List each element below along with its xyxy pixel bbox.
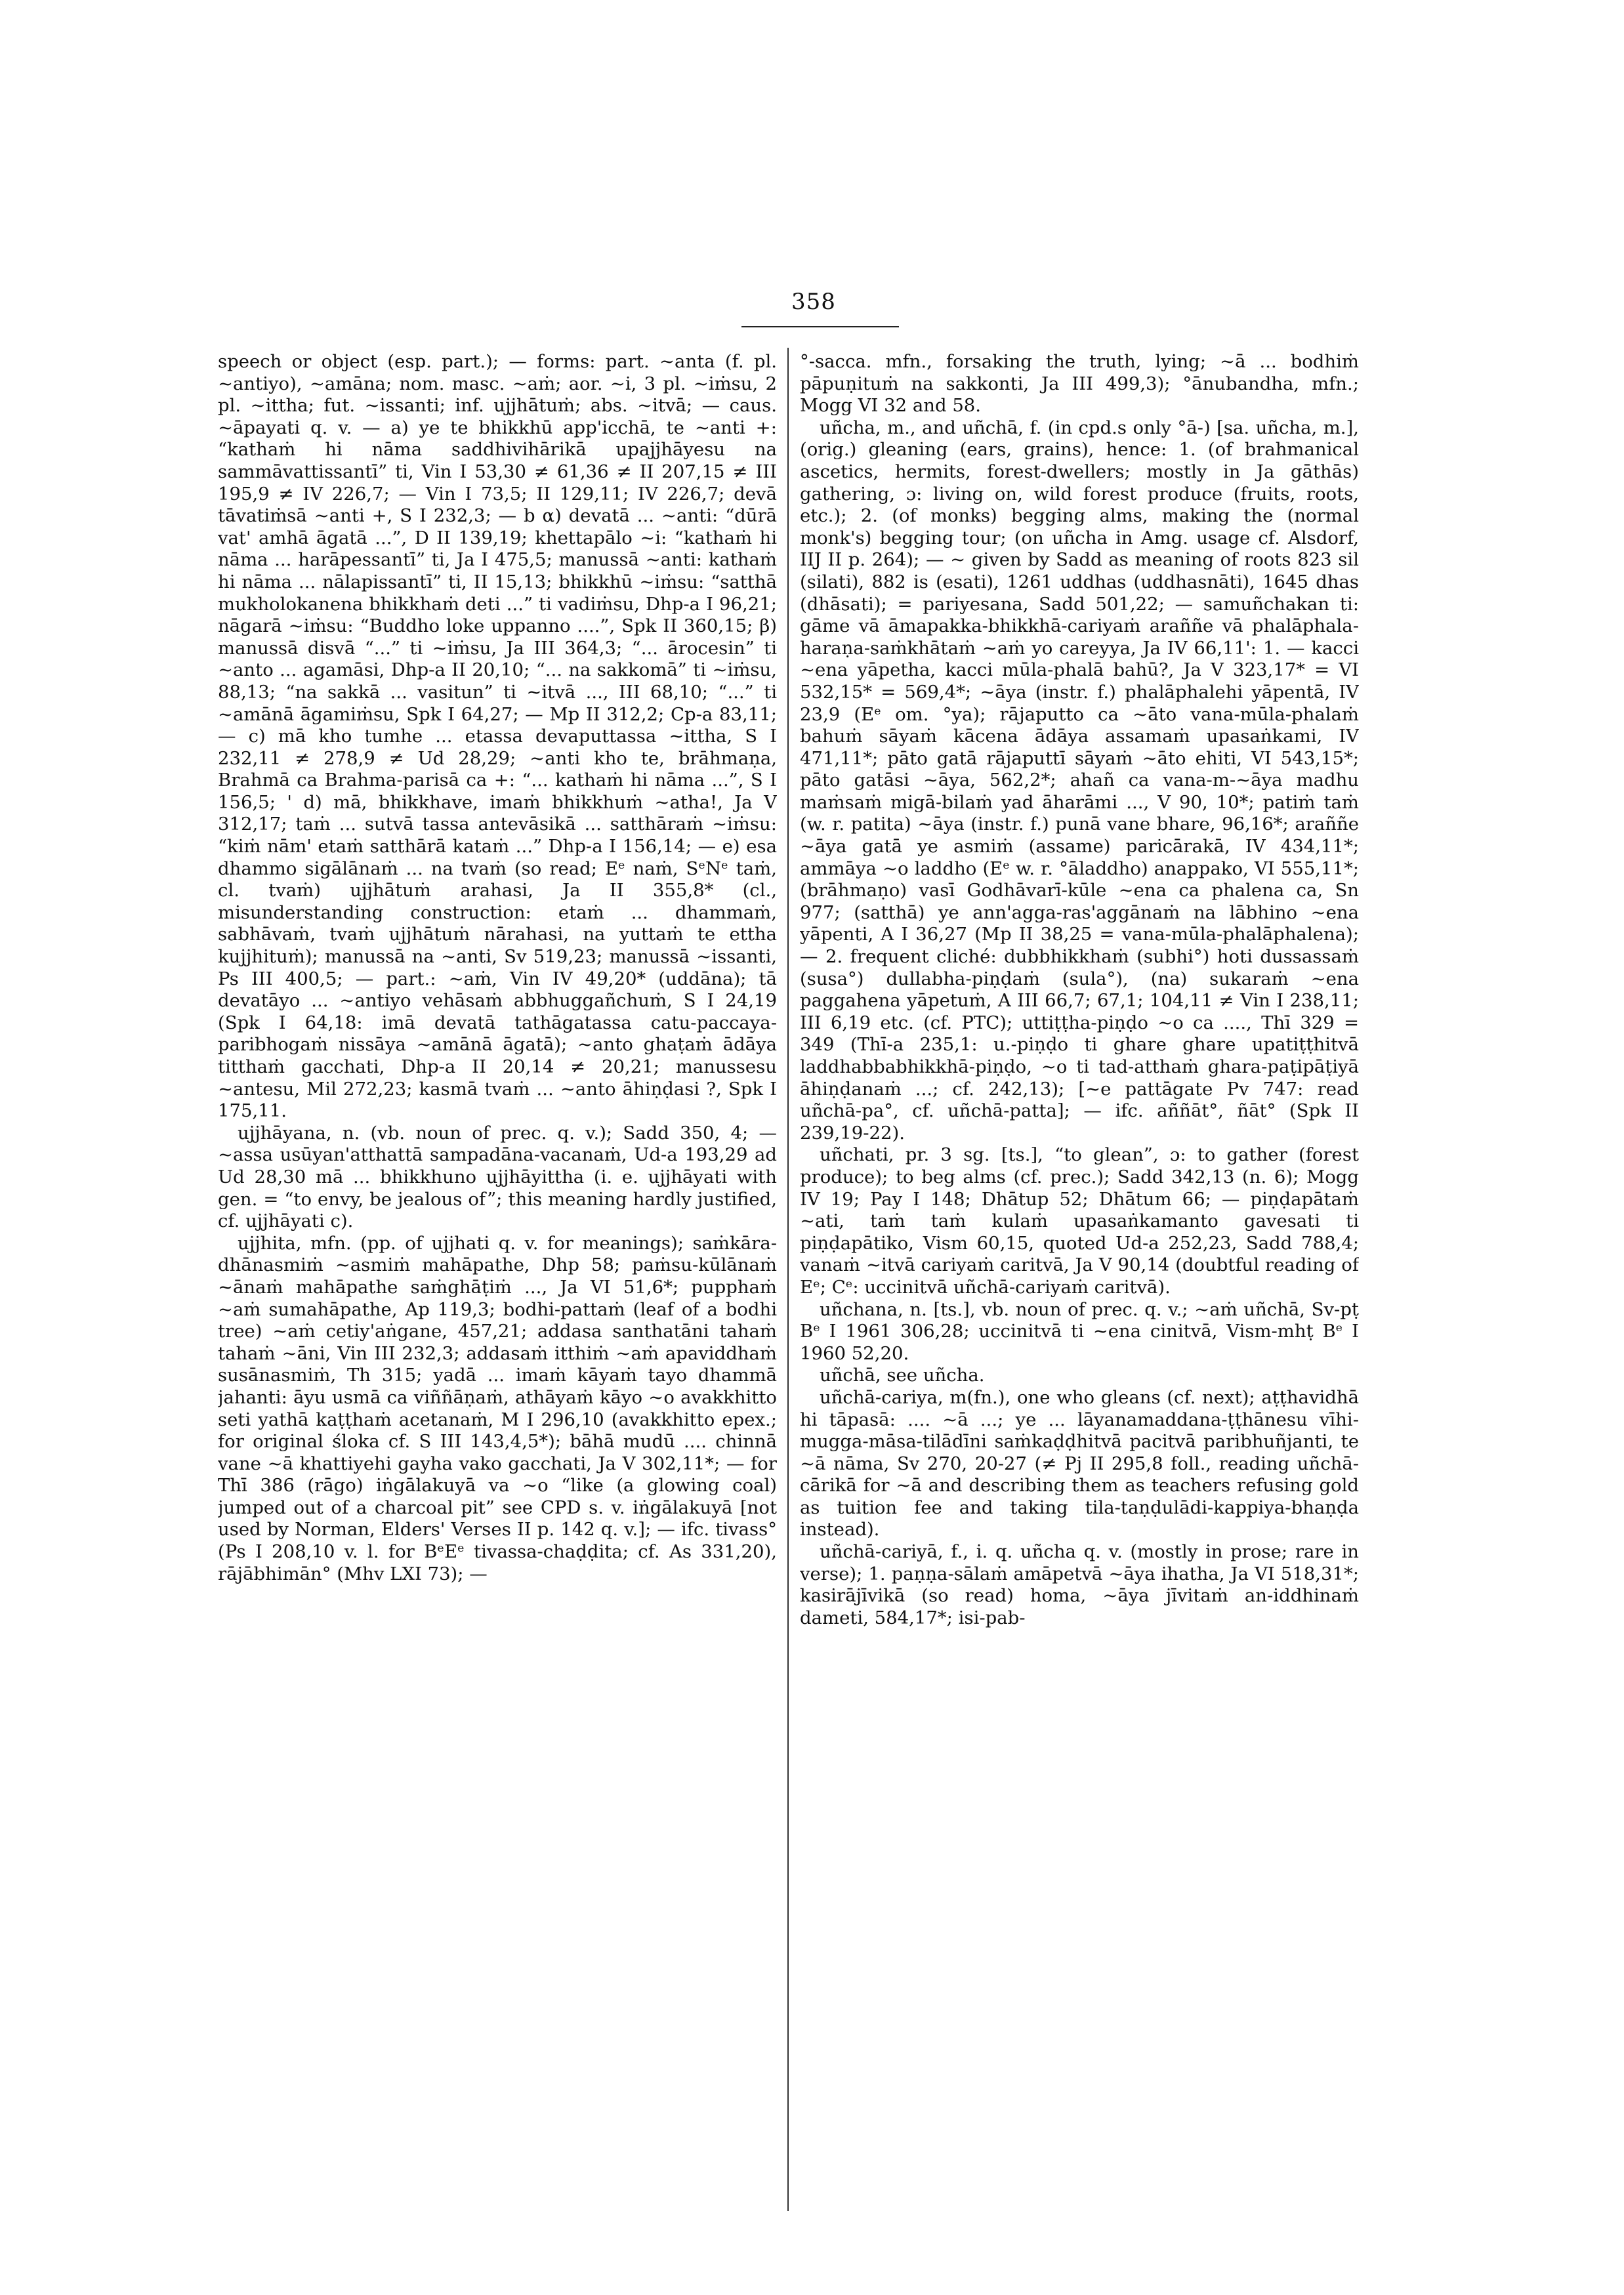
column-divider xyxy=(787,348,789,2211)
entry-text: °-sacca. mfn., forsaking the truth, lying; ~ā ... bodhiṁ pāpuṇituṁ na sakkonti, Ja III 499,3); °ānubandha, mfn.; Mogg VI 32 and 58. xyxy=(800,351,1359,417)
entry-uncha-cariya: uñchā-cariya, m(fn.), one who gleans (cf. next); aṭṭhavidhā hi tāpasā: .... ~ā ...; ye ... lāyanamaddana-ṭṭhānesu vīhi-mugga-māsa-tilādīni saṁkaḍḍhitvā pacitvā paribhuñjanti, te ~ā nāma, Sv 270, 20-27 (≠ Pj II 295,8 foll., reading uñchā-cārikā for ~ā and describing them as teachers refusing gold as tuition fee and taking tila-taṇḍulādi-kappiya-bhaṇḍa instead). xyxy=(800,1386,1359,1540)
right-column xyxy=(800,351,1359,2214)
page-number: 358 xyxy=(791,289,836,315)
entry-text: speech or object (esp. part.); — forms: part. ~anta (f. pl. ~antiyo), ~amāna; nom. masc. ~aṁ; aor. ~i, 3 pl. ~iṁsu, 2 pl. ~ittha; fut. ~issanti; inf. ujjhātuṁ; abs. ~itvā; — caus. ~āpayati q. v. — a) ye te bhikkhū app'icchā, te ~anti +: “kathaṁ hi nāma saddhivihārikā upajjhāyesu na sammāvattissantī” ti, Vin I 53,30 ≠ 61,36 ≠ II 207,15 ≠ III 195,9 ≠ IV 226,7; — Vin I 73,5; II 129,11; IV 226,7; devā tāvatiṁsā ~anti +, S I 232,3; — b α) devatā ... ~anti: “dūrā vat' amhā āgatā ...”, D II 139,19; khettapālo ~i: “kathaṁ hi nāma ... harāpessantī” ti, Ja I 475,5; manussā ~anti: kathaṁ hi nāma ... nālapissantī” ti, II 15,13; bhikkhū ~iṁsu: “satthā mukholokanena bhikkhaṁ deti ...” ti vadiṁsu, Dhp-a I 96,21; nāgarā ~iṁsu: “Buddho loke uppanno ....”, Spk II 360,15; β) manussā disvā “...” ti ~iṁsu, Ja III 364,3; “... ārocesin” ti ~anto ... agamāsi, Dhp-a II 20,10; “... na sakkomā” ti ~iṁsu, 88,13; “na sakkā ... vasitun” ti ~itvā ..., III 68,10; “...” ti ~amānā āgamiṁsu, Spk I 64,27; — Mp II 312,2; Cp-a 83,11; — c) mā kho tumhe ... etassa devaputtassa ~ittha, S I 232,11 ≠ 278,9 ≠ Ud 28,29; ~anti kho te, brāhmaṇa, Brahmā ca Brahma-parisā ca +: “... kathaṁ hi nāma ...”, S I 156,5; ' d) mā, bhikkhave, imaṁ bhikkhuṁ ~atha!, Ja V 312,17; taṁ ... sutvā tassa antevāsikā ... satthāraṁ ~iṁsu: “kiṁ nām' etaṁ satthārā kataṁ ...” Dhp-a I 156,14; — e) esa dhammo sigālānaṁ ... na tvaṁ (so read; Eᵉ naṁ, SᵉNᵉ taṁ, cl. tvaṁ) ujjhātuṁ arahasi, Ja II 355,8* (cl., misunderstanding construction: etaṁ ... dhammaṁ, sabhāvaṁ, tvaṁ ujjhātuṁ nārahasi, na yuttaṁ te ettha kujjhituṁ); manussā na ~anti, Sv 519,23; manussā ~issanti, Ps III 400,5; — part.: ~aṁ, Vin IV 49,20* (uddāna); tā devatāyo ... ~antiyo vehāsaṁ abbhuggañchuṁ, S I 24,19 (Spk I 64,18: imā devatā tathāgatassa catu-paccaya-paribhogaṁ nissāya ~amānā āgatā); ~anto ghaṭaṁ ādāya titthaṁ gacchati, Dhp-a II 20,14 ≠ 20,21; manussesu ~antesu, Mil 272,23; kasmā tvaṁ ... ~anto āhiṇḍasi ?, Spk I 175,11. xyxy=(218,351,777,1122)
left-column xyxy=(218,351,777,2214)
entry-uncha-cariya-f: uñchā-cariyā, f., i. q. uñcha q. v. (mostly in prose; rare in verse); 1. paṇṇa-sālaṁ amāpetvā ~āya ihatha, Ja VI 518,31*; kasirājīvikā (so read) homa, ~āya jīvitaṁ an-iddhinaṁ dameti, 584,17*; isi-pab- xyxy=(800,1541,1359,1628)
entry-ujjhita: ujjhita, mfn. (pp. of ujjhati q. v. for meanings); saṁkāra-dhānasmiṁ ~asmiṁ mahāpathe, Dhp 58; paṁsu-kūlānaṁ ~ānaṁ mahāpathe saṁghāṭiṁ ..., Ja VI 51,6*; pupphaṁ ~aṁ sumahāpathe, Ap 119,3; bodhi-pattaṁ (leaf of a bodhi tree) ~aṁ cetiy'aṅgane, 457,21; addasa santhatāni tahaṁ tahaṁ ~āni, Vin III 232,3; addasaṁ itthiṁ ~aṁ apaviddhaṁ susānasmiṁ, Th 315; yadā ... imaṁ kāyaṁ tayo dhammā jahanti: āyu usmā ca viññāṇaṁ, athāyaṁ kāyo ~o avakkhitto seti yathā kaṭṭhaṁ acetanaṁ, M I 296,10 (avakkhitto epex.; for original śloka cf. S III 143,4,5*); bāhā mudū .... chinnā vane ~ā khattiyehi gayha vako gacchati, Ja V 302,11*; — for Thī 386 (rāgo) iṅgālakuyā va ~o “like (a glowing coal) jumped out of a charcoal pit” see CPD s. v. iṅgālakuyā [not used by Norman, Elders' Verses II p. 142 q. v.]; — ifc. tivass° (Ps I 208,10 v. l. for BᵉEᵉ tivassa-chaḍḍita; cf. As 331,20), rājābhimān° (Mhv LXI 73); — xyxy=(218,1232,777,1584)
page-number-rule xyxy=(741,326,899,327)
entry-unchati: uñchati, pr. 3 sg. [ts.], “to glean”, ɔ: to gather (forest produce); to beg alms (cf. prec.); Sadd 342,13 (n. 6); Mogg IV 19; Pay I 148; Dhātup 52; Dhātum 66; — piṇḍapātaṁ ~ati, taṁ taṁ kulaṁ upasaṅkamanto gavesati ti piṇḍapātiko, Vism 60,15, quoted Ud-a 252,23, Sadd 788,4; vanaṁ ~itvā cariyaṁ caritvā, Ja V 90,14 (doubtful reading of Eᵉ; Cᵉ: uccinitvā uñchā-cariyaṁ caritvā). xyxy=(800,1144,1359,1298)
entry-uncha: uñcha, m., and uñchā, f. (in cpd.s only °ā-) [sa. uñcha, m.], (orig.) gleaning (ears, grains), hence: 1. (of brahmanical ascetics, hermits, forest-dwellers; mostly in Ja gāthās) gathering, ɔ: living on, wild forest produce (fruits, roots, etc.); 2. (of monks) begging alms, making the (normal monk's) begging tour; (on uñcha in Amg. usage cf. Alsdorf, IIJ II p. 264); — ~ given by Sadd as meaning of roots 823 sil (silati), 882 is (esati), 1261 uddhas (uddhasnāti), 1645 dhas (dhāsati); = pariyesana, Sadd 501,22; — samuñchakan ti: gāme vā āmapakka-bhikkhā-cariyaṁ araññe vā phalāphala-haraṇa-saṁkhātaṁ ~aṁ yo careyya, Ja IV 66,11': 1. — kacci ~ena yāpetha, kacci mūla-phalā bahū?, Ja V 323,17* = VI 532,15* = 569,4*; ~āya (instr. f.) phalāphalehi yāpentā, IV 23,9 (Eᵉ om. °ya); rājaputto ca ~āto vana-mūla-phalaṁ bahuṁ sāyaṁ kācena ādāya assamaṁ upasaṅkami, IV 471,11*; pāto gatā rājaputtī sāyaṁ ~āto ehiti, VI 543,15*; pāto gatāsi ~āya, 562,2*; ahañ ca vana-m-~āya madhu maṁsaṁ migā-bilaṁ yad āharāmi ..., V 90, 10*; patiṁ taṁ (w. r. patita) ~āya (instr. f.) punā vane bhare, 96,16*; araññe ~āya gatā ye asmiṁ (assame) paricārakā, IV 434,11*; ammāya ~o laddho (Eᵉ w. r. °āladdho) anappako, VI 555,11*; (brāhmaṇo) vasī Godhāvarī-kūle ~ena ca phalena ca, Sn 977; (satthā) ye ann'agga-ras'aggānaṁ na lābhino ~ena yāpenti, A I 36,27 (Mp II 38,25 = vana-mūla-phalāphalena); — 2. frequent cliché: dubbhikkhaṁ (subhi°) hoti dussassaṁ (susa°) dullabha-piṇḍaṁ (sula°), (na) sukaraṁ ~ena paggahena yāpetuṁ, A III 66,7; 67,1; 104,11 ≠ Vin I 238,11; III 6,19 etc. (cf. PTC); uttiṭṭha-piṇḍo ~o ca ...., Thī 329 = 349 (Thī-a 235,1: u.-piṇḍo ti ghare ghare upatiṭṭhitvā laddhabbabhikkhā-piṇḍo, ~o ti tad-atthaṁ ghara-paṭipāṭiyā āhiṇḍanaṁ ...; cf. 242,13); [~e pattāgate Pv 747: read uñchā-pa°, cf. uñchā-patta]; — ifc. aññāt°, ñāt° (Spk II 239,19-22). xyxy=(800,417,1359,1144)
entry-uncha-f: uñchā, see uñcha. xyxy=(820,1365,985,1386)
entry-ujjhayana: ujjhāyana, n. (vb. noun of prec. q. v.); Sadd 350, 4; — ~assa usūyan'atthattā sampadāna-vacanaṁ, Ud-a 193,29 ad Ud 28,30 mā ... bhikkhuno ujjhāyittha (i. e. ujjhāyati with gen. = “to envy, be jealous of”; this meaning hardly justified, cf. ujjhāyati c). xyxy=(218,1122,777,1232)
entry-unchana: uñchana, n. [ts.], vb. noun of prec. q. v.; ~aṁ uñchā, Sv-pṭ Bᵉ I 1961 306,28; uccinitvā ti ~ena cinitvā, Vism-mhṭ Bᵉ I 1960 52,20. xyxy=(800,1298,1359,1364)
